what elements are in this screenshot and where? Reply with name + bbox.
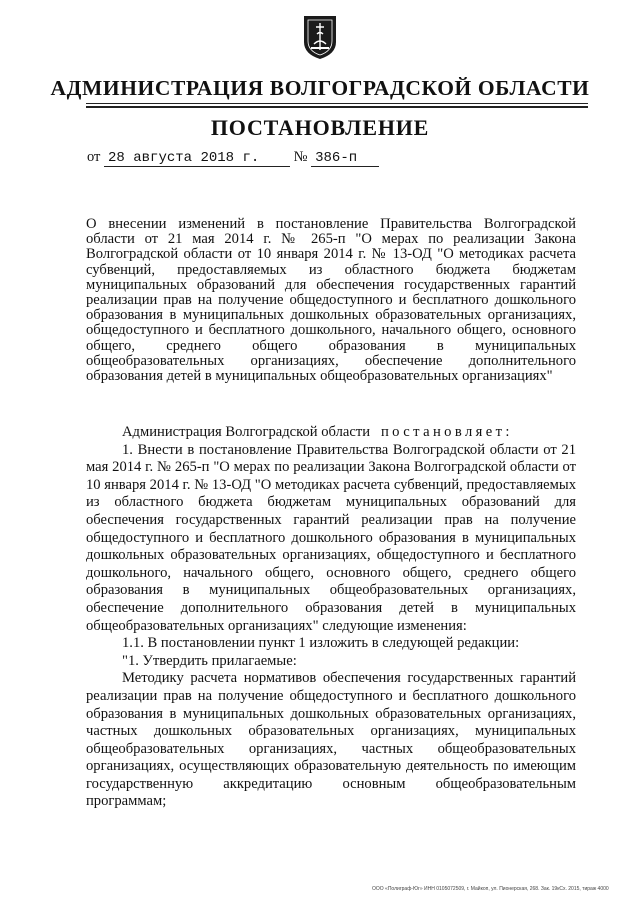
document-number: 386-п	[311, 150, 379, 167]
header-rule-thick	[86, 106, 588, 108]
coat-of-arms-icon	[302, 14, 338, 60]
document-subject: О внесении изменений в постановление Правительства Волгоградской области от 21 мая 2014 г. № 265-п "О мерах по реализации Закона Волгоградской области от 10 января 2014 г. № 13-ОД "О методиках расчета субвенций, предоставляемых из областного бюджета бюджетам муниципальных образований для обеспечения государственных гарантий реализации прав на получение общедоступного и бесплатного дошкольного образования в муниципальных дошкольных образовательных организациях, общедоступного и бесплатного дошкольного, начального общего, основного общего, среднего общего образования в муниципальных общеобразовательных организациях, обеспечение дополнительного образования детей в муниципальных общеобразовательных организациях"	[86, 216, 576, 385]
number-label: №	[293, 149, 308, 165]
preamble-text: Администрация Волгоградской области	[122, 424, 371, 440]
document-body	[86, 424, 576, 811]
decree-word: постановляет:	[380, 424, 513, 440]
item-1-paragraph: 1. Внести в постановление Правительства Волгоградской области от 21 мая 2014 г. № 265-п "О мерах по реализации Закона Волгоградской области от 10 января 2014 г. № 13-ОД "О методиках расчета субвенций, предоставляемых из областного бюджета бюджетам муниципальных образований для обеспечения государственных гарантий реализации прав на получение общедоступного и бесплатного дошкольного образования в муниципальных дошкольных образовательных организациях, общедоступного и бесплатного дошкольного, начального общего, основного общего, среднего общего образования в муниципальных общеобразовательных организациях, обеспечение дополнительного образования детей в муниципальных общеобразовательных организациях" следующие изменения:	[86, 441, 576, 634]
methodology-paragraph: Методику расчета нормативов обеспечения государственных гарантий реализации прав на получение общедоступного и бесплатного дошкольного образования в муниципальных дошкольных образовательных организациях, частных дошкольных образовательных организациях, муниципальных общеобразовательных организациях, частных общеобразовательных организациях, осуществляющих образовательную деятельность по имеющим государственную аккредитацию основным общеобразовательным программам;	[86, 670, 576, 810]
document-date: 28 августа 2018 г.	[104, 150, 290, 167]
item-1-1-paragraph: 1.1. В постановлении пункт 1 изложить в следующей редакции:	[122, 635, 520, 652]
date-number-line	[87, 149, 379, 167]
quote-start-paragraph: "1. Утвердить прилагаемые:	[122, 652, 297, 669]
document-type-title: ПОСТАНОВЛЕНИЕ	[210, 115, 430, 140]
organization-title: АДМИНИСТРАЦИЯ ВОЛГОГРАДСКОЙ ОБЛАСТИ	[50, 76, 590, 100]
header-rule-thin	[86, 103, 588, 104]
preamble-paragraph	[86, 424, 576, 442]
date-prefix: от	[87, 149, 101, 165]
printer-footer: ООО «Полиграф-Юг» ИНН 0105072509, г. Майкоп, ул. Пионерская, 268. Зак. 19кСх. 2015, тираж 4000	[372, 886, 609, 892]
